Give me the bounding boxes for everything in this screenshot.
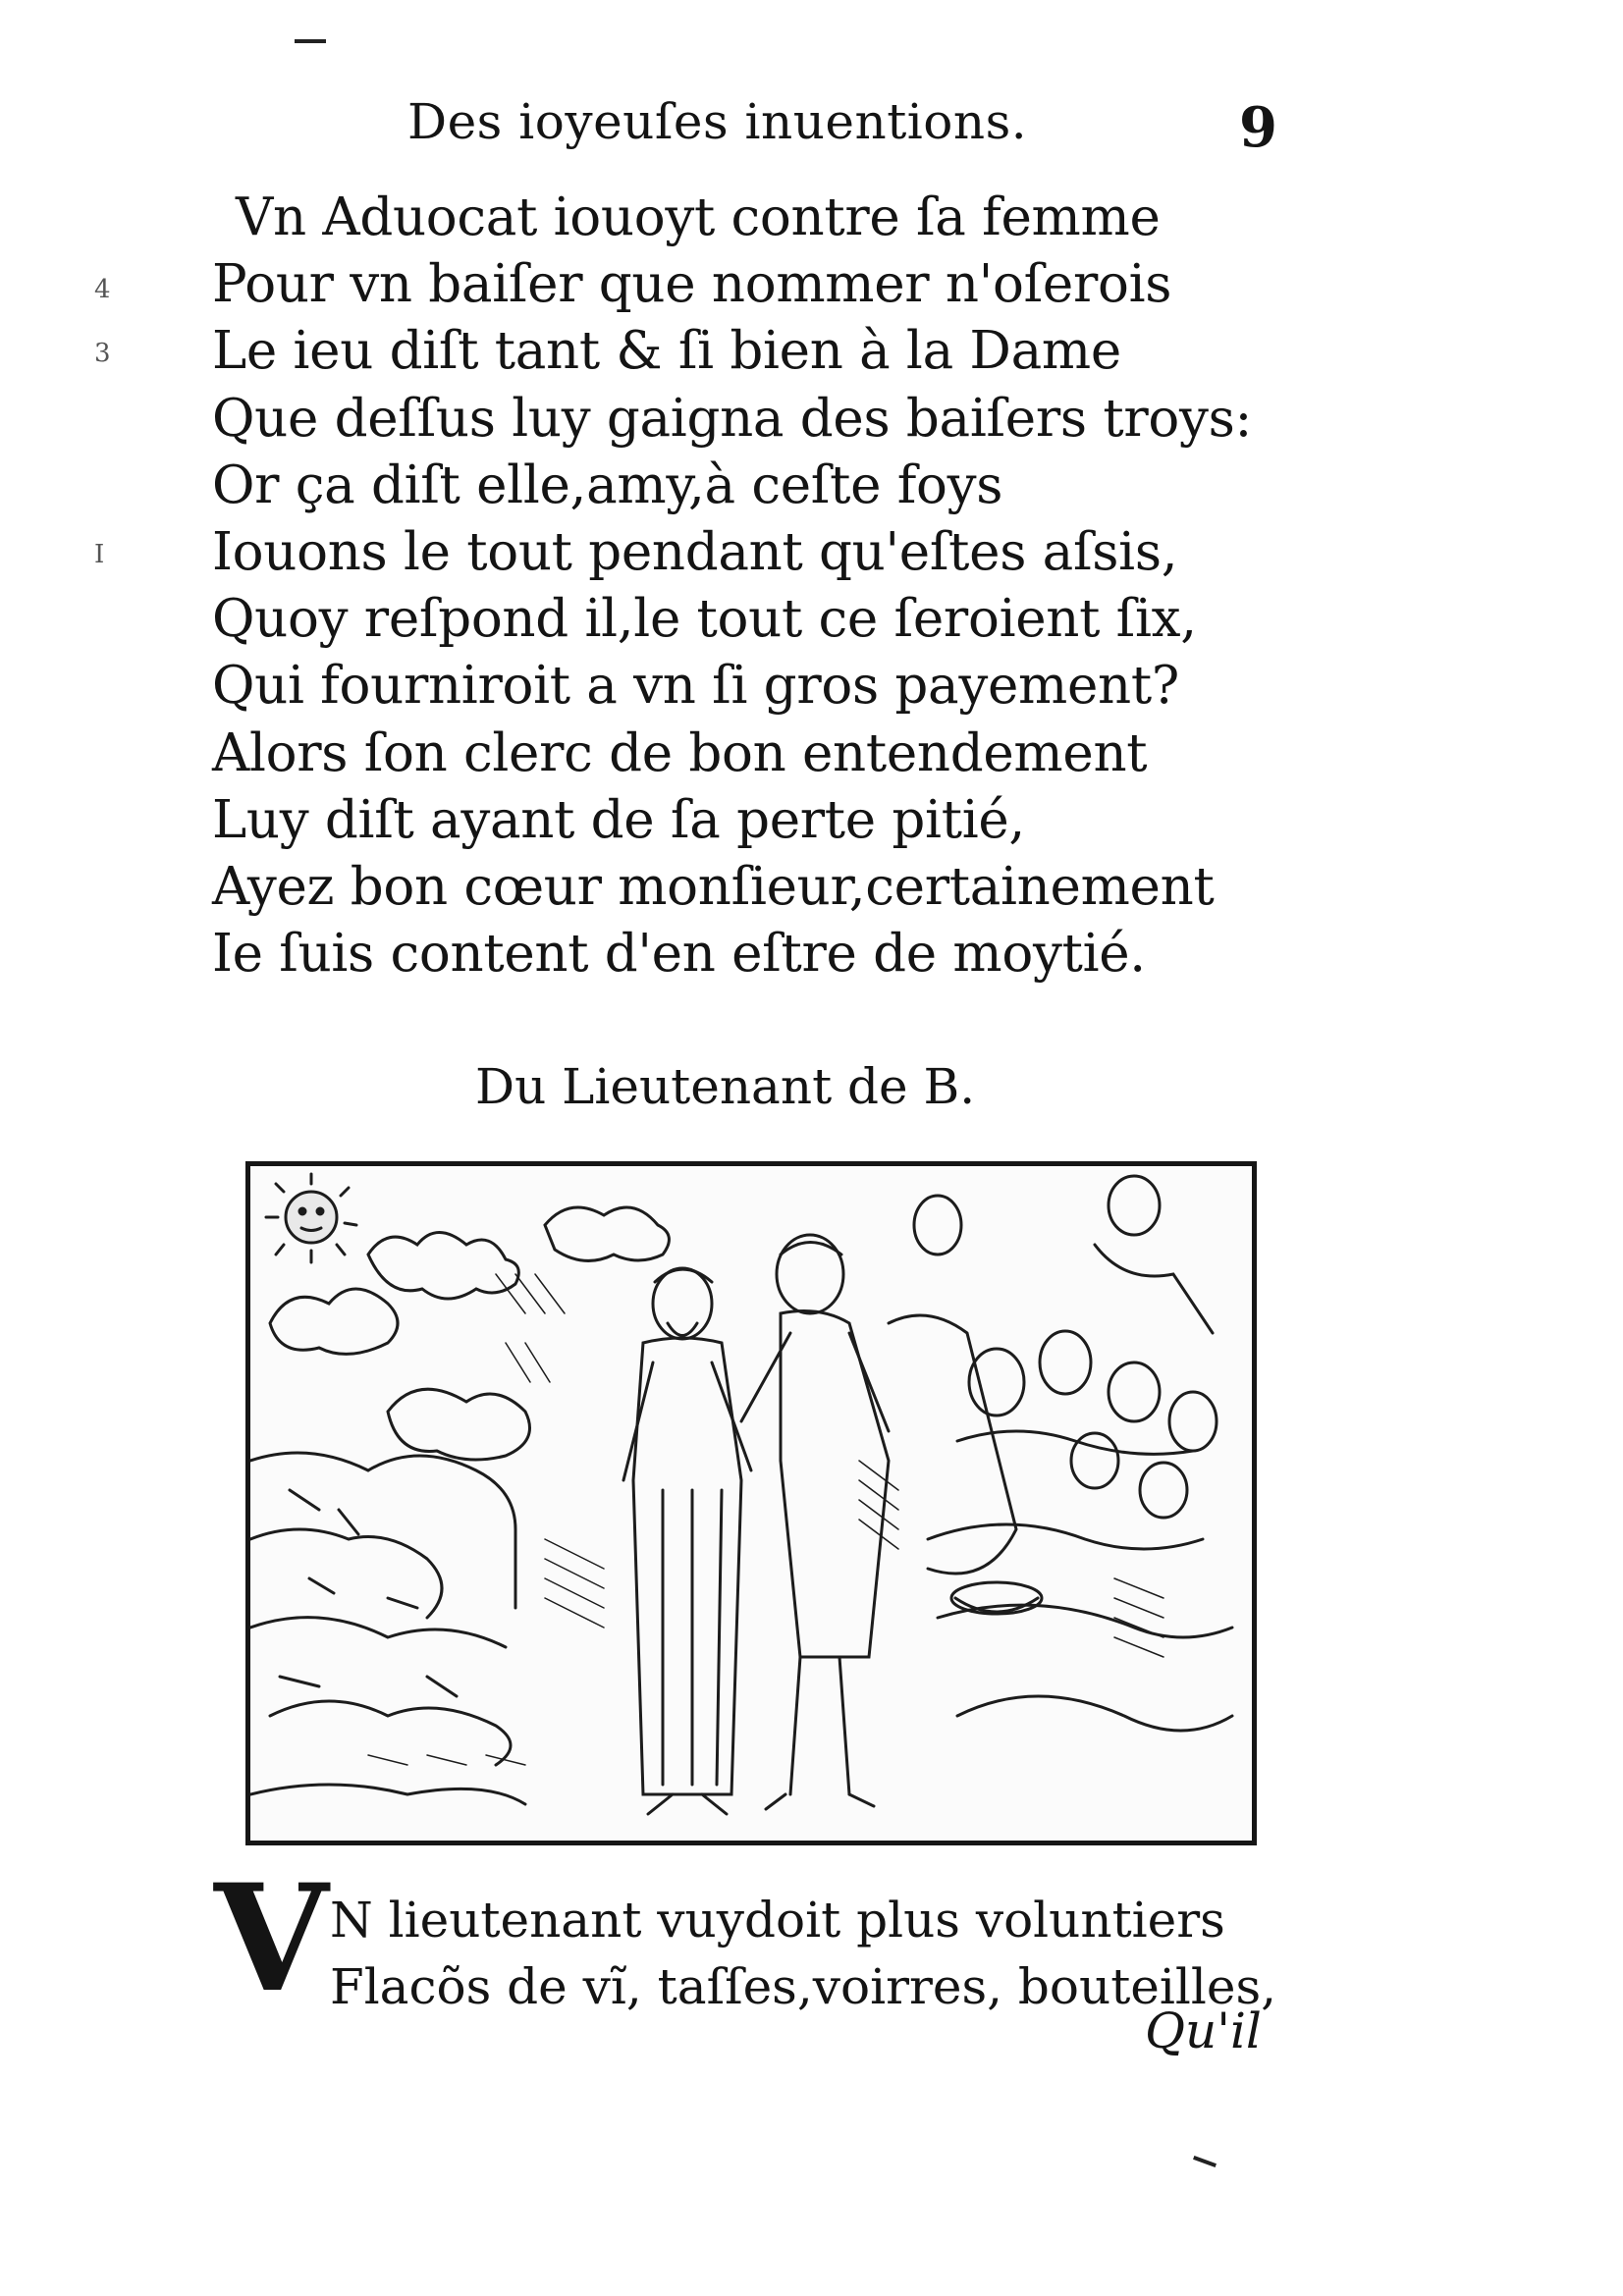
section-title: Du Lieutenant de B.	[475, 1058, 976, 1115]
poem-line: Alors ſon clerc de bon entendement	[212, 722, 1148, 783]
figure-icon	[741, 1235, 889, 1809]
poem-line: Luy diſt ayant de ſa perte pitié,	[212, 789, 1025, 850]
poem-line: Qui fourniroit a vn ſi gros payement?	[212, 656, 1180, 717]
folio-number: 9	[1239, 95, 1277, 160]
poem-line: Ie ſuis content d'en eſtre de moytié.	[212, 924, 1146, 985]
prose-line: Flacõs de vĩ, taſſes,voirres, bouteilles,	[330, 1958, 1277, 2015]
margin-mark-1: 4	[94, 275, 111, 304]
dish-icon	[951, 1582, 1042, 1614]
landscape-icon	[250, 1453, 525, 1804]
figure-icon	[623, 1268, 751, 1814]
cloud-icon	[270, 1207, 669, 1460]
margin-mark-2: 3	[94, 339, 111, 368]
prose-line: N lieutenant vuydoit plus voluntiers	[330, 1892, 1225, 1949]
sun-icon	[266, 1174, 356, 1262]
poem-line: Iouons le tout pendant qu'eſtes aſsis,	[212, 522, 1178, 583]
stray-mark-top	[295, 39, 326, 43]
poem-line: Ayez bon cœur monſieur,certainement	[212, 857, 1215, 918]
woodcut-drawing	[250, 1166, 1252, 1841]
catchword: Qu'il	[1145, 2002, 1262, 2059]
poem	[212, 185, 1292, 988]
poem-line: Que deſſus luy gaigna des baiſers troys:	[212, 388, 1253, 449]
poem-line: Quoy reſpond il,le tout ce ſeroient ſix,	[212, 589, 1197, 650]
drop-cap: V	[214, 1852, 329, 2025]
poem-line: Le ieu diſt tant & ſi bien à la Dame	[212, 321, 1121, 382]
stray-mark-bottom	[1193, 2156, 1217, 2167]
margin-mark-3: I	[94, 540, 105, 569]
woodcut-illustration	[245, 1161, 1257, 1845]
poem-line: Or ça diſt elle,amy,à ceſte foys	[212, 454, 1003, 515]
crowd-icon	[889, 1176, 1232, 1731]
poem-line: Pour vn baiſer que nommer n'oſerois	[212, 254, 1172, 315]
poem-line: Vn Aduocat iouoyt contre ſa femme	[236, 187, 1161, 247]
running-title: Des ioyeuſes inuentions.	[407, 93, 1028, 150]
